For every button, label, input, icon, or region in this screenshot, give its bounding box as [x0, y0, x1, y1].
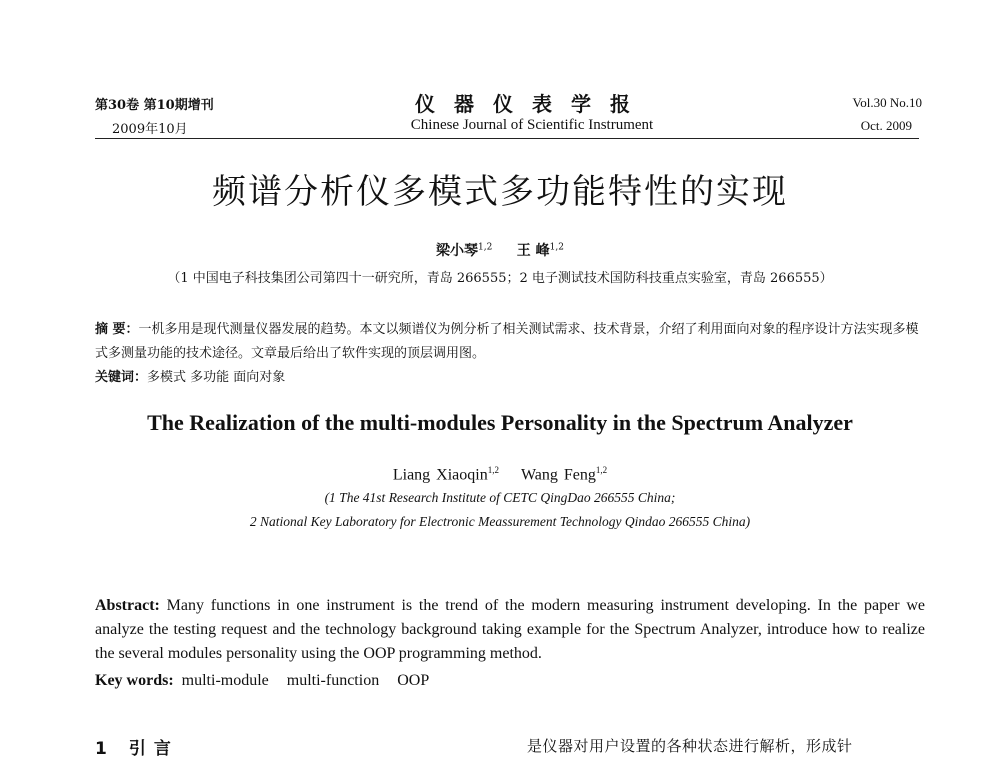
- abstract-zh-label: 摘 要：: [95, 322, 139, 337]
- keywords-zh: [95, 366, 285, 385]
- keywords-en-label: Key words:: [95, 672, 174, 689]
- section-1-title: 引言: [128, 739, 179, 759]
- section-1-number: 1: [95, 739, 107, 759]
- author-en-2-affil: 1,2: [595, 465, 608, 475]
- keywords-en: [95, 672, 443, 690]
- keywords-zh-label: 关键词：: [95, 370, 148, 385]
- authors-zh: [0, 240, 1000, 260]
- author-en-2: Wang Feng: [520, 466, 596, 484]
- abstract-en-text: Many functions in one instrument is the trend of the modern measuring instrument developing. In the paper we analyze the testing request and the technology background taking example for the Spectrum Analyzer, introduce how to realize the several modules personality using the OOP programming method.: [95, 597, 926, 662]
- author-en-1-affil: 1,2: [487, 465, 499, 475]
- body-text-right-column: 是仪器对用户设置的各种状态进行解析，形成针: [527, 737, 853, 755]
- header-rule: [95, 138, 919, 139]
- affiliation-en-2: 2 National Key Laboratory for Electronic Meassurement Technology Qindao 266555 China): [249, 514, 751, 529]
- abstract-zh-text: 一机多用是现代测量仪器发展的趋势。本文以频谱仪为例分析了相关测试需求、技术背景，介绍了利用面向对象的程序设计方法实现多模式多测量功能的技术途径。文章最后给出了软件实现的顶层调用图。: [95, 322, 919, 361]
- keywords-zh-text: 多模式 多功能 面向对象: [147, 370, 286, 385]
- author-en-1: Liang Xiaoqin: [392, 466, 488, 484]
- paper-title-en: The Realization of the multi-modules Personality in the Spectrum Analyzer: [147, 410, 853, 435]
- keyword-en-3: OOP: [397, 672, 430, 689]
- journal-name-en: Chinese Journal of Scientific Instrument: [410, 117, 654, 133]
- journal-volume-issue: 第30卷 第10期增刊: [95, 98, 214, 113]
- paper-title-zh: 频谱分析仪多模式多功能特性的实现: [212, 172, 788, 212]
- author-zh-2: 王 峰: [516, 243, 550, 259]
- section-1-heading: [95, 734, 179, 759]
- author-zh-1: 梁小琴: [436, 243, 479, 259]
- abstract-zh: [95, 318, 925, 366]
- abstract-en: [95, 594, 925, 666]
- journal-name-zh: 仪器仪表学报: [415, 92, 649, 116]
- affiliation-zh: （1 中国电子科技集团公司第四十一研究所，青岛 266555；2 电子测试技术国防科技重点实验室，青岛 266555）: [167, 271, 833, 286]
- journal-date-en: Oct. 2009: [860, 118, 912, 133]
- abstract-en-label: Abstract:: [95, 597, 160, 614]
- journal-date-zh: 2009年10月: [112, 122, 188, 137]
- affiliation-en-1: (1 The 41st Research Institute of CETC QingDao 266555 China;: [324, 490, 676, 505]
- author-zh-1-affil: 1,2: [478, 242, 493, 253]
- keyword-en-2: multi-function: [286, 672, 380, 689]
- authors-en: [0, 465, 1000, 484]
- keyword-en-1: multi-module: [181, 672, 269, 689]
- author-zh-2-affil: 1,2: [549, 242, 564, 253]
- journal-volume-en: Vol.30 No.10: [852, 95, 922, 110]
